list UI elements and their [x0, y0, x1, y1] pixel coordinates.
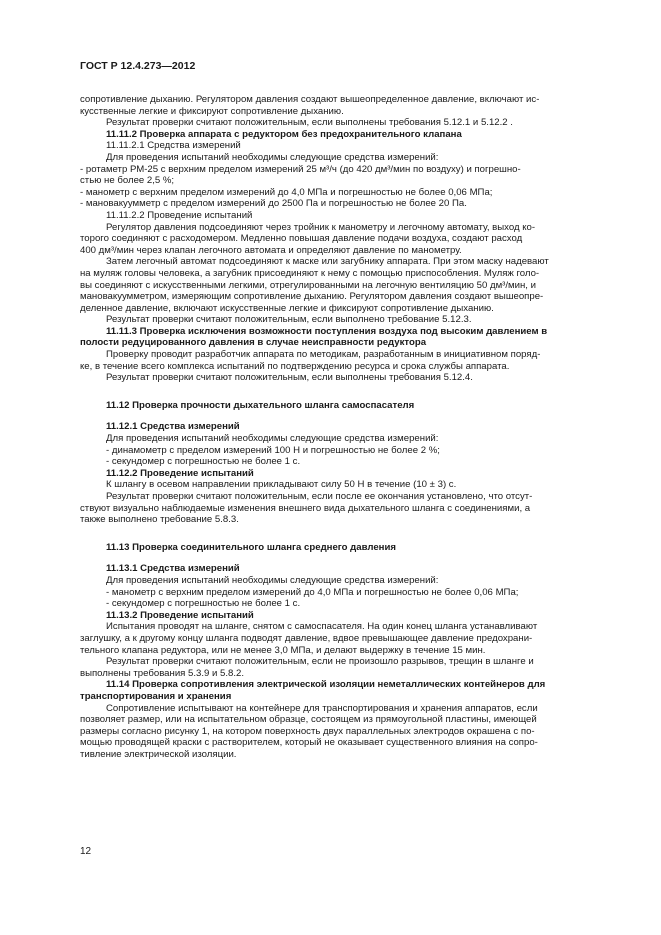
text-line: стью не более 2,5 %;: [80, 175, 175, 187]
text-line: Результат проверки считают положительным, если выполнено требование 5.12.3.: [106, 314, 472, 326]
subsection-heading: 11.11.2.1 Средства измерений: [106, 140, 241, 152]
text-line: тельного клапана редуктора, или не менее 3,0 МПа, и делают выдержку в течение 15 мин.: [80, 644, 486, 656]
text-line: Результат проверки считают положительным, если выполнены требования 5.12.1 и 5.12.2 .: [106, 117, 513, 129]
section-heading: полости редуцированного давления в случае неисправности редуктора: [80, 337, 427, 349]
list-item: - секундомер с погрешностью не более 1 с.: [106, 456, 301, 468]
subsection-heading: 11.12.1 Средства измерений: [106, 421, 240, 433]
text-line: деленное давление, включают искусственные легкие и фиксируют сопротивление дыханию.: [80, 302, 494, 314]
page-number: 12: [80, 846, 92, 857]
text-line: выполнены требования 5.3.9 и 5.8.2.: [80, 667, 245, 679]
document-body: [80, 94, 616, 760]
list-item: - секундомер с погрешностью не более 1 с.: [106, 598, 301, 610]
subsection-heading: 11.11.2.2 Проведение испытаний: [106, 209, 253, 221]
document-header: ГОСТ Р 12.4.273—2012: [80, 60, 196, 72]
subsection-heading: 11.13.1 Средства измерений: [106, 563, 240, 575]
list-item: - ротаметр РМ-25 с верхним пределом измерений 25 м³/ч (до 420 дм³/мин по воздуху) и погрешно-: [80, 163, 521, 175]
text-line: 400 дм³/мин через клапан легочного автомата и определяют давление по манометру.: [80, 244, 462, 256]
text-line: Проверку проводит разработчик аппарата по методикам, разработанным в инициативном поряд-: [106, 349, 541, 361]
text-line: ке, в течение всего комплекса испытаний по подтверждению ресурса и срока службы аппарата.: [80, 360, 510, 372]
text-line: Регулятор давления подсоединяют через тройник к манометру и легочному автомату, выход ко-: [106, 221, 536, 233]
section-heading: 11.14 Проверка сопротивления электрической изоляции неметаллических контейнеров для: [106, 679, 546, 691]
section-heading: 11.11.2 Проверка аппарата с редуктором без предохранительного клапана: [106, 128, 462, 140]
text-line: кусственные легкие и фиксируют сопротивление дыханию.: [80, 105, 344, 117]
text-line: ствуют визуально наблюдаемые изменения внешнего вида дыхательного шланга с соединениями, а: [80, 502, 531, 514]
text-line: Для проведения испытаний необходимы следующие средства измерений:: [106, 151, 439, 163]
text-line: сопротивление дыханию. Регулятором давления создают вышеопределенное давление, включают ис-: [80, 94, 540, 105]
text-line: на муляж головы человека, а загубник присоединяют к нему с помощью приспособления. Муляж голо-: [80, 267, 540, 279]
text-line: Испытания проводят на шланге, снятом с самоспасателя. На один конец шланга устанавливают: [106, 621, 538, 633]
text-line: Для проведения испытаний необходимы следующие средства измерений:: [106, 574, 439, 586]
list-item: - манометр с верхним пределом измерений до 4,0 МПа и погрешностью не более 0,06 МПа;: [80, 186, 493, 198]
subsection-heading: 11.12.2 Проведение испытаний: [106, 467, 254, 479]
list-item: - манометр с верхним пределом измерений до 4,0 МПа и погрешностью не более 0,06 МПа;: [106, 586, 519, 598]
text-line: мановакуумметром, измеряющим сопротивление дыханию. Регулятором давления создают вышеопре-: [80, 291, 544, 303]
text-line: Затем легочный автомат подсоединяют к маске или загубнику аппарата. При этом маску надевают: [106, 256, 549, 268]
text-line: Результат проверки считают положительным, если после ее окончания установлено, что отсут-: [106, 491, 533, 502]
subsection-heading: 11.13.2 Проведение испытаний: [106, 609, 254, 621]
text-line: заглушку, а к другому концу шланга подводят давление, вдвое превышающее давление предохрани-: [80, 632, 533, 644]
text-line: Для проведения испытаний необходимы следующие средства измерений:: [106, 433, 439, 445]
section-heading: 11.13 Проверка соединительного шланга среднего давления: [106, 541, 396, 553]
text-line: Сопротивление испытывают на контейнере для транспортирования и хранения аппаратов, если: [106, 702, 538, 714]
text-line: вы соединяют с искусственными легкими, отрегулированными на легочную вентиляцию 50 дм³/мин, и: [80, 279, 536, 291]
text-line: Результат проверки считают положительным, если выполнены требования 5.12.4.: [106, 372, 473, 384]
section-heading: 11.12 Проверка прочности дыхательного шланга самоспасателя: [106, 399, 415, 411]
section-heading: 11.11.3 Проверка исключения возможности поступления воздуха под высоким давлением в: [106, 325, 548, 337]
list-item: - динамометр с пределом измерений 100 Н и погрешностью не более 2 %;: [106, 444, 440, 456]
text-line: К шлангу в осевом направлении прикладывают силу 50 Н в течение (10 ± 3) с.: [106, 479, 457, 491]
list-item: - мановакуумметр с пределом измерений до 2500 Па и погрешностью не более 20 Па.: [80, 198, 467, 210]
text-line: мощью проводящей краски с растворителем, который не оказывает существенного влияния на сопро-: [80, 737, 538, 749]
text-line: позволяет размер, или на испытательном образце, состоящем из прямоугольной пластины, имеющей: [80, 714, 537, 726]
section-heading: транспортирования и хранения: [80, 690, 232, 702]
text-line: торого соединяют с расходомером. Медленно повышая давление подачи воздуха, создают расход: [80, 233, 523, 245]
text-line: Результат проверки считают положительным, если не произошло разрывов, трещин в шланге и: [106, 656, 534, 668]
text-line: также выполнено требование 5.8.3.: [80, 514, 239, 526]
text-line: размеры согласно рисунку 1, на котором поверхность двух параллельных электродов окрашена с по-: [80, 725, 535, 737]
text-line: тивление электрической изоляции.: [80, 748, 237, 760]
